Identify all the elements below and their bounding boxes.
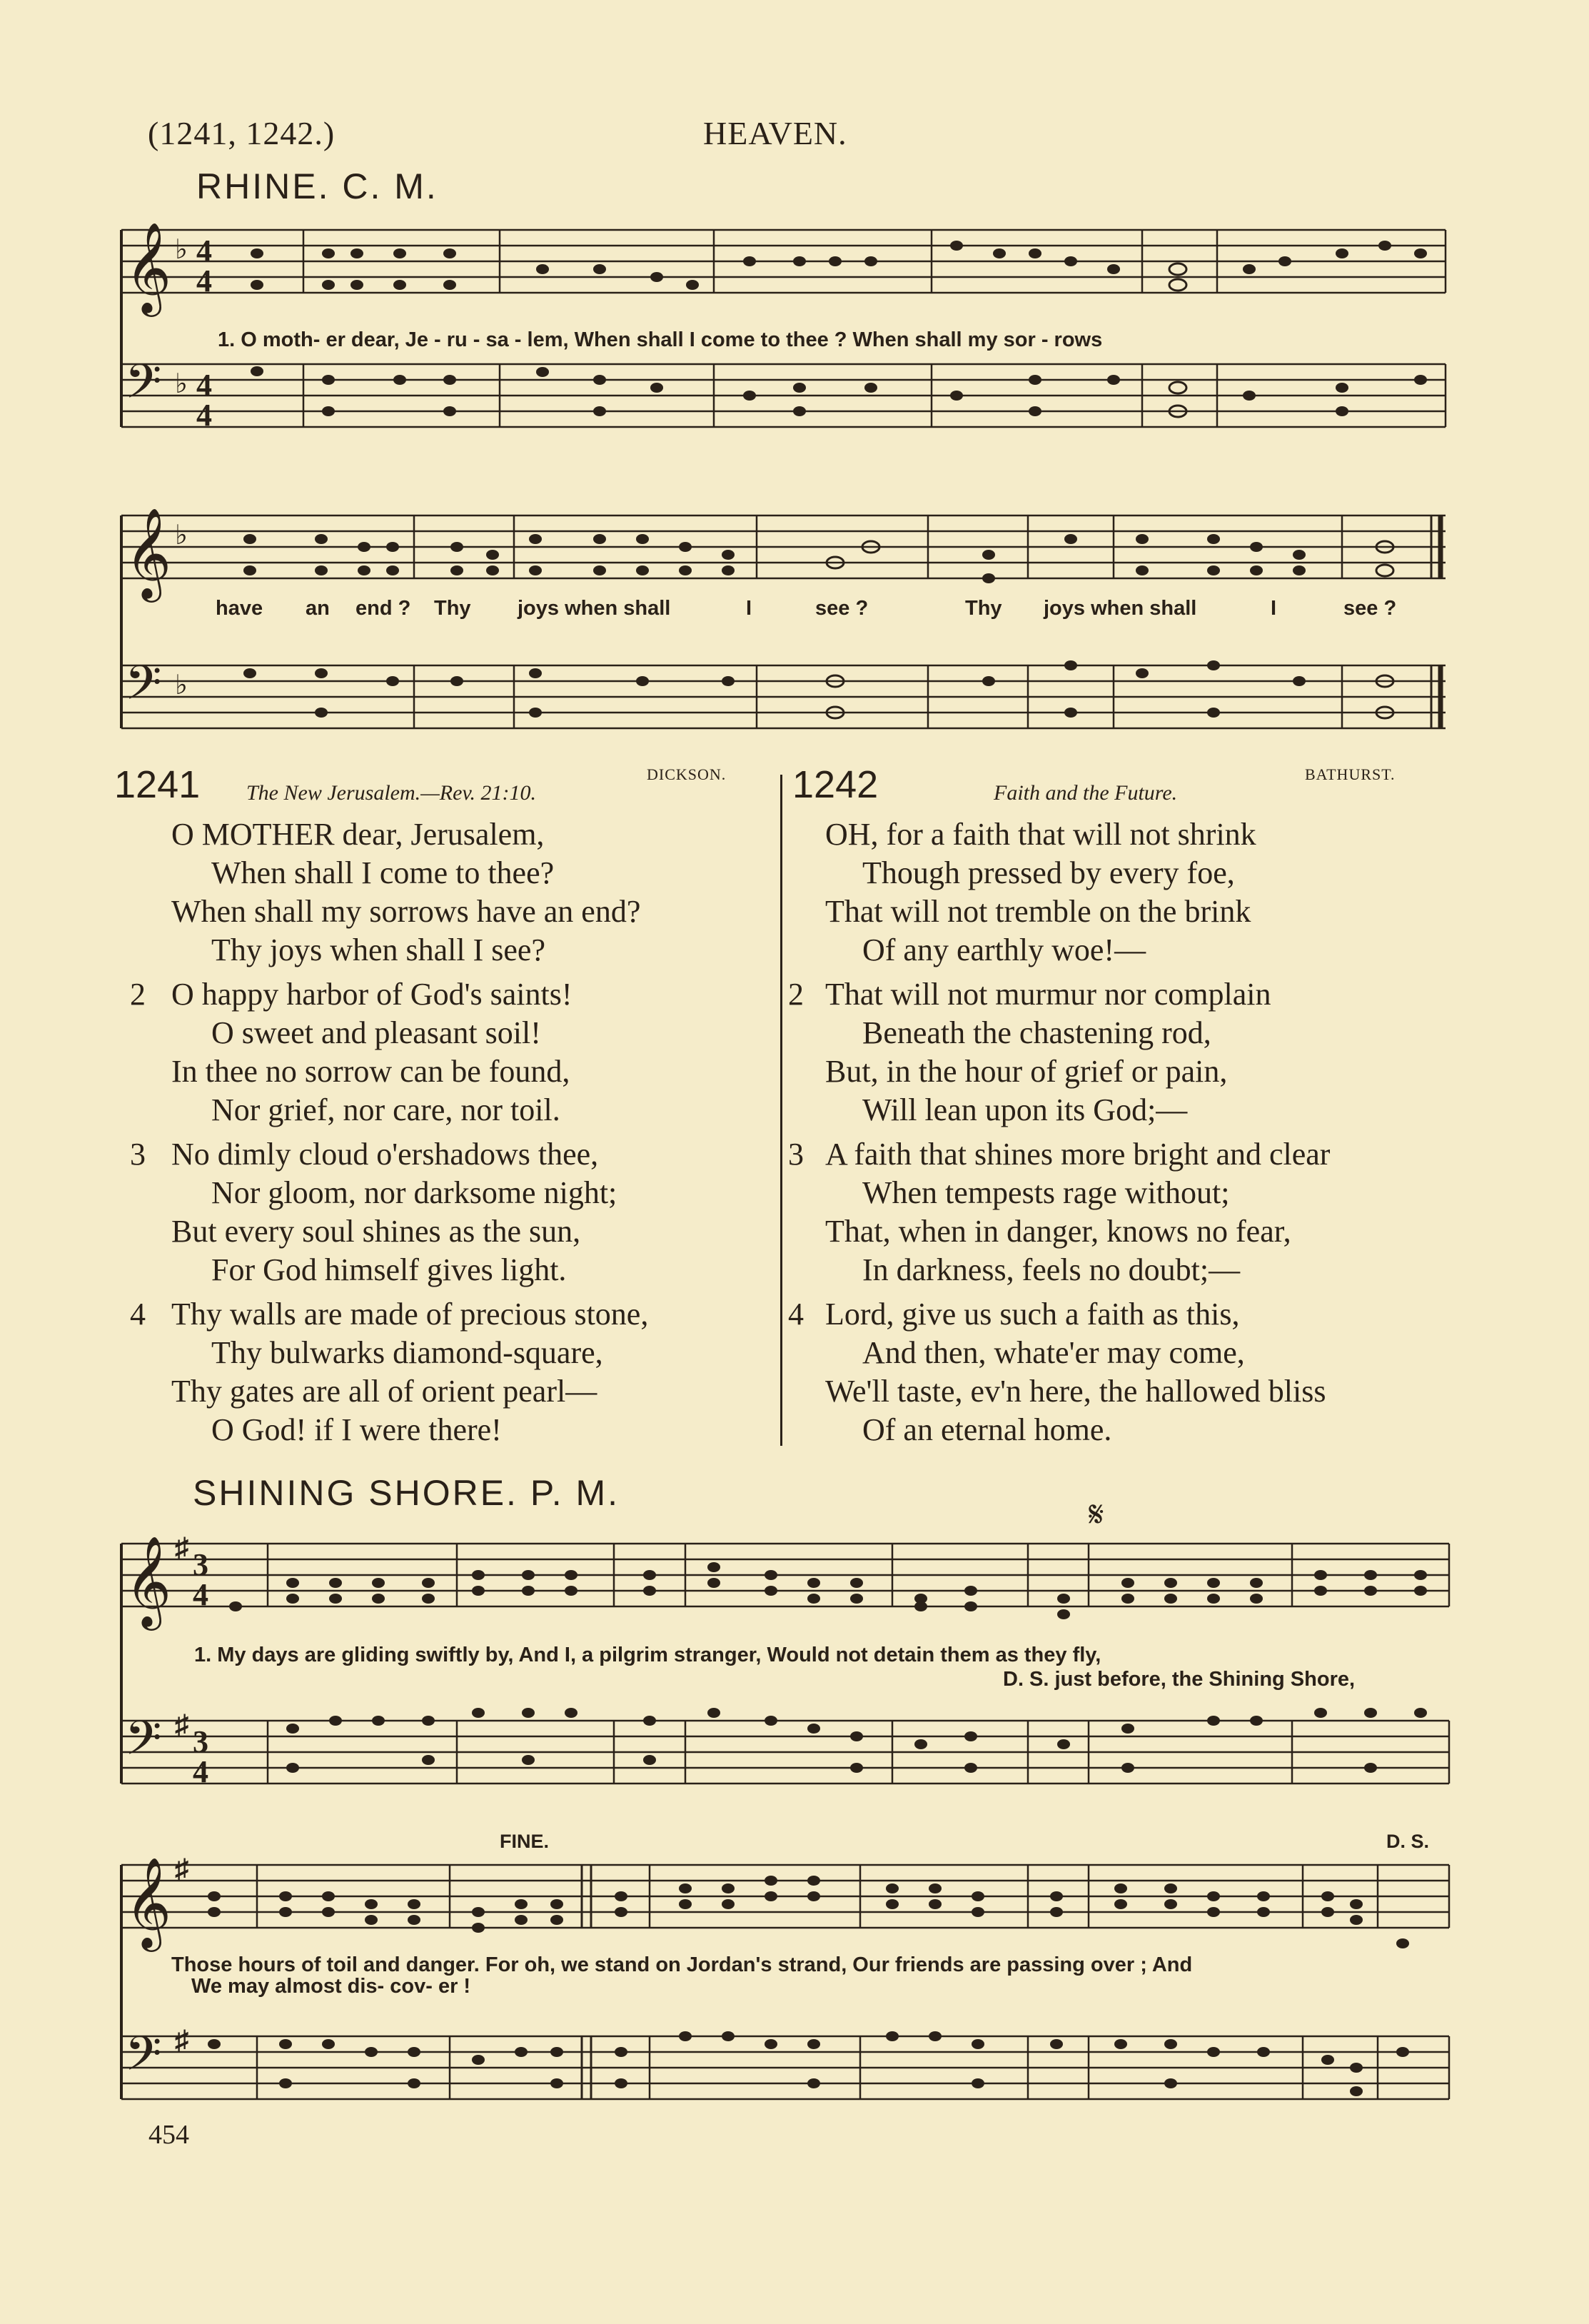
stanza-line: For God himself gives light. (211, 1252, 567, 1287)
stanza-number: 4 (788, 1297, 804, 1332)
stanza-line: O God! if I were there! (211, 1412, 502, 1447)
fine-marking: FINE. (500, 1831, 550, 1852)
stanza-line: When shall I come to thee? (211, 855, 555, 890)
stanza-line: Thy walls are made of precious stone, (171, 1297, 649, 1332)
stanza-line: O happy harbor of God's saints! (171, 977, 572, 1012)
stanza-line: Nor grief, nor care, nor toil. (211, 1092, 560, 1127)
hymn-1242-author: BATHURST. (1305, 765, 1396, 783)
svg-text:𝄢: 𝄢 (125, 2026, 162, 2093)
svg-text:4: 4 (196, 233, 212, 268)
stanza-line: That, when in danger, knows no fear, (825, 1214, 1291, 1249)
tune-name-shining-shore: SHINING SHORE. P. M. (193, 1473, 620, 1513)
stanza-line: Thy bulwarks diamond-square, (211, 1335, 603, 1370)
svg-text:3: 3 (193, 1724, 208, 1759)
stanza-line: Lord, give us such a faith as this, (825, 1297, 1240, 1332)
svg-text:𝄞: 𝄞 (125, 221, 172, 313)
rhine-lyric-joys-1: joys when shall (518, 597, 671, 620)
hymn-numbers-header: (1241, 1242.) (148, 115, 336, 151)
hymn-1241-stanza-2 (171, 975, 572, 1130)
svg-text:♯: ♯ (175, 1854, 188, 1884)
shining-shore-lyrics-line-2: Those hours of toil and danger. For oh, we stand on Jordan's strand, Our friends are passing over ; And (171, 1953, 1193, 1976)
svg-text:4: 4 (196, 398, 212, 433)
stanza-line: OH, for a faith that will not shrink (825, 817, 1256, 852)
hymn-1242-stanza-3 (825, 1135, 1330, 1289)
svg-text:𝄞: 𝄞 (125, 1856, 172, 1948)
stanza-line: Of any earthly woe!— (862, 932, 1146, 967)
svg-text:𝄞: 𝄞 (125, 1535, 172, 1626)
hymn-1241-stanza-3 (171, 1135, 617, 1289)
stanza-line: Will lean upon its God;— (862, 1092, 1188, 1127)
stanza-line: O MOTHER dear, Jerusalem, (171, 817, 545, 852)
svg-text:♯: ♯ (175, 1710, 188, 1740)
svg-text:4: 4 (196, 368, 212, 403)
svg-text:♭: ♭ (175, 670, 188, 700)
stanza-line: But, in the hour of grief or pain, (825, 1054, 1228, 1089)
stanza-line: Beneath the chastening rod, (862, 1015, 1211, 1050)
stanza-number: 2 (130, 977, 146, 1012)
svg-text:𝄞: 𝄞 (125, 507, 172, 598)
svg-text:4: 4 (196, 263, 212, 298)
rhine-lyric-end: end ? (355, 597, 411, 620)
stanza-line: Thy gates are all of orient pearl— (171, 1374, 597, 1409)
page-number: 454 (148, 2120, 189, 2150)
music-system-rhine-2 (114, 500, 1456, 743)
stanza-line: But every soul shines as the sun, (171, 1214, 581, 1249)
stanza-line: We'll taste, ev'n here, the hallowed bliss (825, 1374, 1326, 1409)
svg-text:4: 4 (193, 1754, 208, 1789)
shining-shore-lyrics-line-2-alt: We may almost dis- cov- er ! (191, 1975, 471, 1998)
da-segno-marking: D. S. (1386, 1831, 1430, 1852)
svg-text:♭: ♭ (175, 369, 188, 399)
rhine-lyric-an: an (306, 597, 330, 620)
hymn-1242-source: Faith and the Future. (994, 781, 1178, 805)
hymn-number-1241: 1241 (114, 763, 201, 806)
stanza-line: Nor gloom, nor darksome night; (211, 1175, 617, 1210)
stanza-line: And then, whate'er may come, (862, 1335, 1245, 1370)
stanza-number: 4 (130, 1297, 146, 1332)
hymn-1241-stanza-1 (171, 815, 640, 970)
rhine-lyric-see-1: see ? (815, 597, 869, 620)
hymn-1241-source: The New Jerusalem.—Rev. 21:10. (246, 781, 537, 805)
svg-text:𝄢: 𝄢 (125, 655, 162, 722)
stanza-line: In thee no sorrow can be found, (171, 1054, 570, 1089)
stanza-line: When shall my sorrows have an end? (171, 894, 641, 929)
stanza-line: That will not tremble on the brink (825, 894, 1251, 929)
stanza-line: O sweet and pleasant soil! (211, 1015, 541, 1050)
shining-shore-lyrics-line-1: 1. My days are gliding swiftly by, And I, a pilgrim stranger, Would not detain them as they fly, (194, 1644, 1101, 1666)
svg-text:𝄢: 𝄢 (125, 1711, 162, 1777)
svg-text:4: 4 (193, 1577, 208, 1612)
svg-text:𝄢: 𝄢 (125, 354, 162, 421)
rhine-lyric-see-2: see ? (1343, 597, 1397, 620)
column-divider (780, 775, 782, 1446)
stanza-number: 2 (788, 977, 804, 1012)
tune-name-rhine: RHINE. C. M. (196, 166, 438, 206)
stanza-number: 3 (130, 1137, 146, 1172)
svg-text:♭: ♭ (175, 520, 188, 550)
rhine-lyric-i-1: I (746, 597, 752, 620)
stanza-line: That will not murmur nor complain (825, 977, 1271, 1012)
stanza-line: No dimly cloud o'ershadows thee, (171, 1137, 599, 1172)
svg-text:♭: ♭ (175, 235, 188, 265)
stanza-line: In darkness, feels no doubt;— (862, 1252, 1241, 1287)
shining-shore-ds-lyrics: D. S. just before, the Shining Shore, (1003, 1668, 1356, 1691)
segno-icon: 𝄋 (1089, 1494, 1104, 1534)
stanza-line: A faith that shines more bright and clear (825, 1137, 1331, 1172)
svg-text:♯: ♯ (175, 1533, 188, 1563)
rhine-lyrics-line-1: 1. O moth- er dear, Je - ru - sa - lem, When shall I come to thee ? When shall my sor - rows (218, 328, 1103, 351)
hymn-1241-author: DICKSON. (647, 765, 727, 783)
stanza-number: 3 (788, 1137, 804, 1172)
rhine-lyric-thy-2: Thy (965, 597, 1002, 620)
stanza-line: When tempests rage without; (862, 1175, 1230, 1210)
rhine-lyric-have: have (216, 597, 263, 620)
stanza-line: Thy joys when shall I see? (211, 932, 545, 967)
stanza-line: Though pressed by every foe, (862, 855, 1235, 890)
rhine-lyric-thy-1: Thy (434, 597, 471, 620)
hymn-number-1242: 1242 (792, 763, 879, 806)
svg-text:3: 3 (193, 1547, 208, 1582)
hymn-1242-stanza-2 (825, 975, 1271, 1130)
rhine-lyric-i-2: I (1271, 597, 1277, 620)
section-title: HEAVEN. (703, 115, 847, 151)
stanza-line: Of an eternal home. (862, 1412, 1112, 1447)
hymn-1241-stanza-4 (171, 1295, 648, 1449)
hymn-1242-stanza-4 (825, 1295, 1326, 1449)
hymn-1242-stanza-1 (825, 815, 1256, 970)
svg-text:♯: ♯ (175, 2026, 188, 2056)
rhine-lyric-joys-2: joys when shall (1044, 597, 1197, 620)
